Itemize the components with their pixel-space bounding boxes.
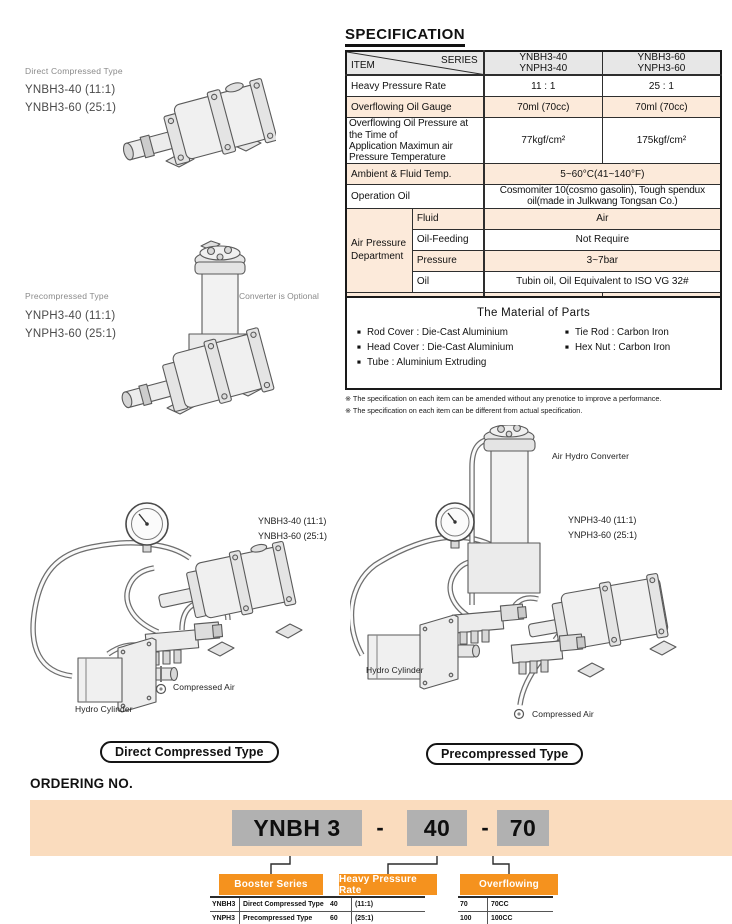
ordering-connector-lines: [30, 856, 732, 874]
ordering-code-overflow: 70: [497, 810, 549, 846]
series-label: SERIES: [441, 55, 478, 66]
compressed-air-label: Compressed Air: [173, 682, 235, 692]
ordering-code-series: YNBH 3: [232, 810, 362, 846]
code-separator: -: [376, 815, 384, 840]
table-row: YNBH3 Direct Compressed Type: [210, 898, 328, 912]
direct-diagram: [30, 480, 362, 770]
precompressed-diagram: [350, 425, 732, 770]
precompressed-diagram-models: YNPH3-40 (11:1) YNPH3-60 (25:1): [568, 515, 638, 541]
spec-col1-header: YNBH3-40 YNPH3-40: [484, 51, 603, 75]
ordering-label-booster-series: Booster Series: [219, 874, 323, 895]
direct-booster-illustration: [112, 48, 276, 186]
material-of-parts-box: [345, 296, 722, 390]
hydro-cylinder-label: Hydro Cylinder: [75, 704, 133, 714]
precompressed-model-2: YNPH3-60 (25:1): [25, 327, 117, 340]
direct-type-label: Direct Compressed Type: [25, 66, 123, 76]
compressed-air-marker-icon: [515, 710, 524, 719]
precompressed-model-list: [25, 308, 116, 344]
note-line: ※ The specification on each item can be amended without any prenotice to improve a performance.: [345, 394, 662, 403]
spec-header-row: [346, 51, 721, 75]
overflowing-table: [458, 896, 553, 924]
compressed-air-label: Compressed Air: [532, 709, 594, 719]
ordering-label-heavy-pressure-rate: Heavy Pressure Rate: [339, 874, 437, 895]
precompressed-type-label: Precompressed Type: [25, 291, 109, 301]
precompressed-diagram-caption: Precompressed Type: [426, 743, 583, 765]
spec-row-overflowing-oil-pressure: Overflowing Oil Pressure at the Time of Application Maximun air Pressure Temperature 77kgf/cm² 175kgf/cm²: [346, 118, 721, 164]
direct-model-2: YNBH3-60 (25:1): [25, 101, 117, 114]
precompressed-diagram-drawing: [350, 425, 732, 735]
heavy-pressure-rate-table: [328, 896, 425, 924]
air-pressure-department-label: Air Pressure Department: [346, 208, 412, 292]
spec-row-oil-feeding: Oil-Feeding Not Require: [346, 229, 721, 250]
code-separator: -: [481, 815, 489, 840]
pressure-gauge-icon: [436, 503, 474, 548]
direct-model-list: [25, 82, 116, 118]
material-item: ■ Head Cover : Die-Cast Aluminium: [357, 342, 565, 353]
spec-row-heavy-pressure-rate: Heavy Pressure Rate 11 : 1 25 : 1: [346, 75, 721, 97]
spec-row-fluid: Air Pressure Department Fluid Air: [346, 208, 721, 229]
ordering-label-overflowing: Overflowing: [460, 874, 558, 895]
table-row: 40 (11:1): [328, 898, 425, 912]
table-row: 70 70CC: [458, 898, 553, 912]
spec-row-oil: Oil Tubin oil, Oil Equivalent to ISO VG 32#: [346, 271, 721, 292]
table-row: 100 100CC: [458, 912, 553, 924]
booster-series-table: [210, 896, 328, 924]
material-item: ■ Rod Cover : Die-Cast Aluminium: [357, 327, 565, 338]
hydro-cylinder-label: Hydro Cylinder: [366, 665, 424, 675]
direct-diagram-caption: Direct Compressed Type: [100, 741, 279, 763]
compressed-air-marker-icon: [157, 685, 166, 694]
ordering-code-rate: 40: [407, 810, 467, 846]
spec-row-pressure: Pressure 3~7bar: [346, 250, 721, 271]
spec-notes: [345, 393, 725, 418]
material-item: ■ Tie Rod : Carbon Iron: [565, 327, 714, 338]
spec-row-operation-oil: Operation Oil Cosmomiter 10(cosmo gasolin), Tough spendux oil(made in Julkwang Tongsan Co.): [346, 185, 721, 208]
precompressed-model-1: YNPH3-40 (11:1): [25, 310, 116, 322]
material-title: The Material of Parts: [476, 307, 591, 319]
spec-col2-header: YNBH3-60 YNPH3-60: [602, 51, 721, 75]
direct-diagram-models: YNBH3-40 (11:1) YNBH3-60 (25:1): [258, 516, 328, 542]
series-item-cell: [346, 51, 484, 75]
table-row: 60 (25:1): [328, 912, 425, 924]
table-row: YNPH3 Precompressed Type: [210, 912, 328, 924]
note-line: ※ The specification on each item can be different from actual specification.: [345, 406, 583, 416]
spec-row-ambient-fluid-temp: Ambient & Fluid Temp. 5~60°C(41~140°F): [346, 164, 721, 185]
ordering-band: [30, 800, 732, 856]
specification-table: [345, 50, 722, 315]
spec-row-overflowing-oil-gauge: Overflowing Oil Gauge 70ml (70cc) 70ml (70cc): [346, 97, 721, 118]
direct-model-1: YNBH3-40 (11:1): [25, 84, 116, 96]
precompressed-booster-illustration: [105, 236, 311, 434]
material-list: [357, 327, 714, 368]
specification-heading: SPECIFICATION: [345, 26, 465, 47]
material-item: ■ Tube : Aluminium Extruding: [357, 357, 565, 368]
converter-optional-note: Converter is Optional: [239, 291, 319, 301]
ordering-heading: ORDERING NO.: [30, 776, 133, 791]
material-item: ■ Hex Nut : Carbon Iron: [565, 342, 714, 353]
valve-block-2: [511, 634, 585, 674]
item-label: ITEM: [351, 60, 375, 72]
air-hydro-converter-label: Air Hydro Converter: [552, 451, 630, 461]
